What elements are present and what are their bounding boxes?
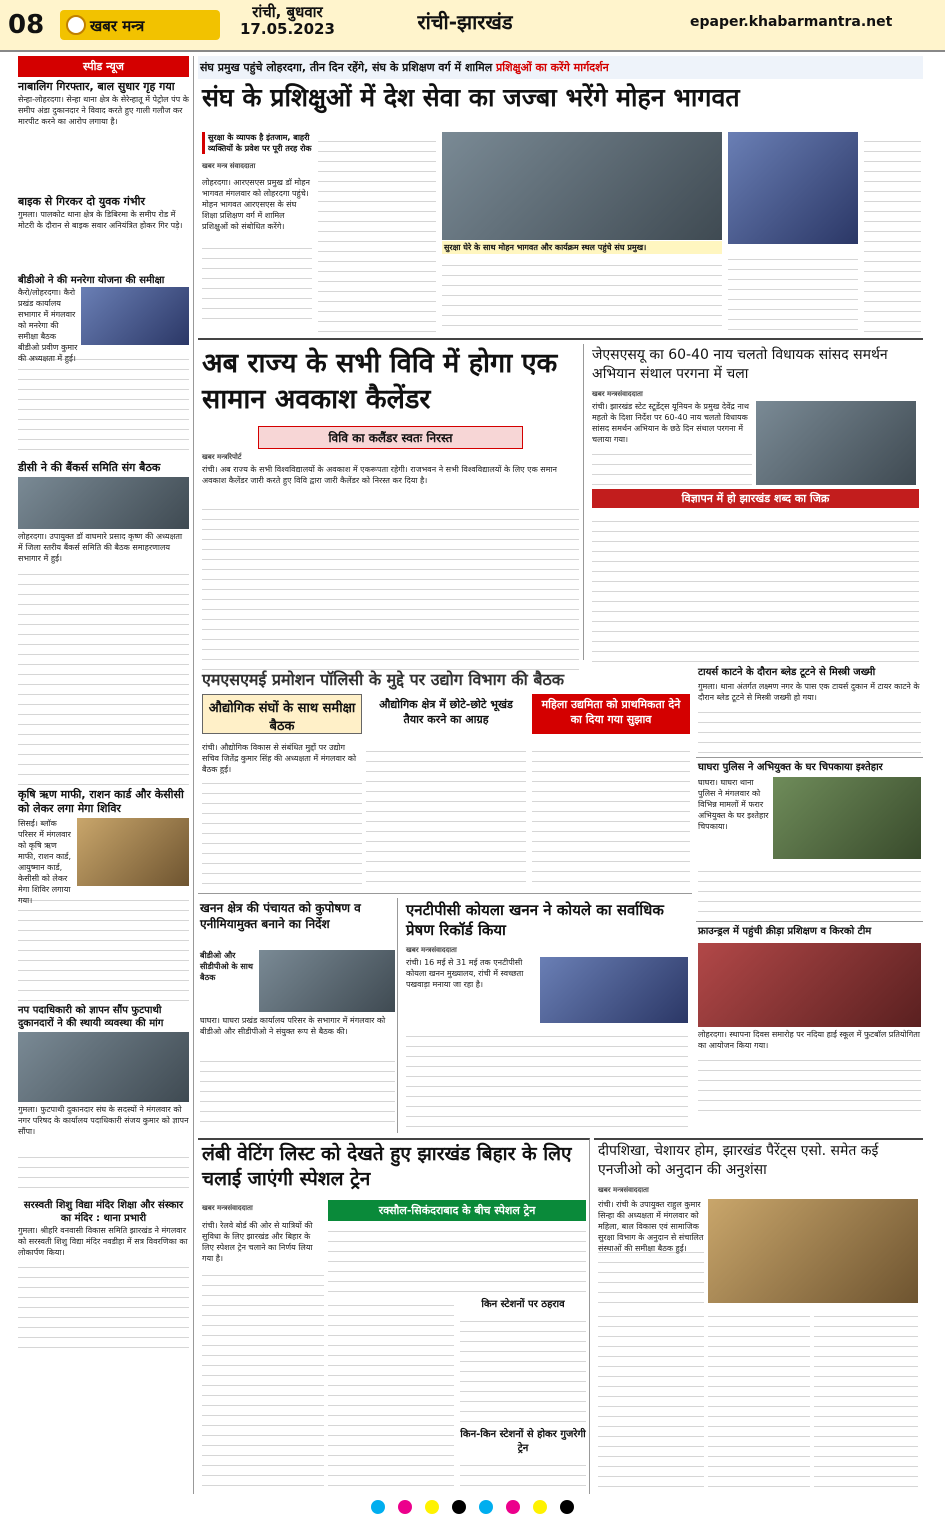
train-body-col1 [202, 1266, 324, 1490]
ngo-headline: दीपशिखा, चेशायर होम, झारखंड पैरेंट्स एसो. समेत कई एनजीओ को अनुदान की अनुशंसा [598, 1143, 879, 1178]
left-story-1 [18, 77, 193, 192]
train-body-col2 [328, 1296, 454, 1490]
story-title: डीसी ने की बैंकर्स समिति संग बैठक [18, 461, 161, 474]
top-body-col5 [864, 132, 921, 332]
jssu-body-more [592, 512, 919, 668]
top-body: लोहरदगा। आरएसएस प्रमुख डॉ मोहन भागवत मंगलवार को लोहरदगा पहुंचे। मोहन भागवत आरएसएस के संघ शिक्षा प्रशिक्षण वर्ग में शामिल प्रशिक्षुओं को संबोधित करेंगे। [202, 178, 310, 231]
train-story [198, 1138, 590, 1494]
ngo-body-col2 [708, 1307, 810, 1491]
ntpc-body-continued [406, 1027, 688, 1127]
registration-dot [533, 1500, 547, 1514]
dateline [240, 4, 335, 38]
page-header [0, 0, 945, 52]
city-day: रांची, बुधवार [252, 3, 323, 21]
police-photo [773, 777, 921, 859]
top-sidebar [202, 132, 312, 332]
tyres-body-continued [698, 703, 921, 757]
police-body-continued [698, 862, 921, 918]
ngo-story [594, 1138, 923, 1494]
jssu-subhead: विज्ञापन में हो झारखंड शब्द का जिक्र [592, 489, 919, 508]
top-story [198, 56, 923, 340]
ntpc-story [402, 898, 692, 1133]
story-title: बाइक से गिरकर दो युवक गंभीर [18, 195, 145, 208]
brand-name: खबर मन्त्र [90, 17, 145, 35]
jssu-photo [756, 401, 916, 485]
kicker-text: संघ प्रमुख पहुंचे लोहरदगा, तीन दिन रहेंगे, संघ के प्रशिक्षण वर्ग में शामिल [200, 61, 493, 74]
left-story-7 [18, 1196, 193, 1348]
meeting-photo [81, 287, 189, 345]
story-body: लोहरदगा। उपायुक्त डॉ वाघमारे प्रसाद कृष्ण की अध्यक्षता में जिला स्तरीय बैंकर्स समिति की बैठक समाहरणालय सभागार में हुई। [18, 532, 183, 563]
msme-label-3: महिला उद्यमिता को प्राथमिकता देने का दिया गया सुझाव [532, 694, 690, 734]
calendar-body-continued [202, 500, 579, 678]
left-story-2 [18, 192, 193, 271]
registration-dot [398, 1500, 412, 1514]
story-title: सरस्वती शिशु विद्या मंदिर शिक्षा और संस्कार का मंदिर : थाना प्रभारी [23, 1200, 184, 1224]
sports-body-continued [698, 1051, 921, 1117]
msme-label-1: औद्योगिक संघों के साथ समीक्षा बैठक [202, 694, 362, 734]
registration-dot [452, 1500, 466, 1514]
ngo-body-col1 [598, 1307, 704, 1491]
top-body-col3 [442, 256, 722, 332]
story-body: सेन्हा-लोहरदगा। सेन्हा थाना क्षेत्र के सेरेन्हातू में पेट्रोल पंप के समीप अंडा दुकानदार ने विवाद करते हुए गाली गलौज कर मारपीट करने का आरोप लगाया है। [18, 95, 189, 126]
top-kicker [198, 56, 923, 79]
jssu-headline: जेएसएसयू का 60-40 नाय चलतो विधायक सांसद समर्थन अभियान संथाल परगना में चला [592, 347, 888, 382]
tyres-body: गुमला। थाना अंतर्गत लक्ष्मण नगर के पास एक टायर्स दुकान में टायर काटने के दौरान ब्लेड टूटने से मिस्त्री जख्मी हो गया। [698, 682, 920, 702]
left-story-5 [18, 785, 193, 1001]
train-subhead: रक्सौल-सिकंदराबाद के बीच स्पेशल ट्रेन [328, 1200, 586, 1221]
jssu-body-continued [592, 445, 752, 485]
msme-body-col2 [366, 742, 526, 890]
story-title: नप पदाधिकारी को ज्ञापन सौंप फुटपाथी दुकानदारों ने की स्थायी व्यवस्था की मांग [18, 1005, 164, 1029]
mining-headline: खनन क्षेत्र की पंचायत को कुपोषण व एनीमियामुक्त बनाने का निर्देश [200, 901, 361, 931]
registration-dot [560, 1500, 574, 1514]
section-title: रांची-झारखंड [417, 10, 513, 34]
byline: खबर मन्त्ररिपोर्ट [202, 453, 242, 461]
byline: खबर मन्त्रसंवाददाता [202, 1204, 253, 1212]
story-continuation [18, 565, 189, 785]
calendar-story [198, 344, 584, 660]
ntpc-body: रांची। 16 मई से 31 मई तक एनटीपीसी कोयला खनन मुख्यालय, रांची में स्वच्छता पखवाड़ा मनाया जा रहा है। [406, 958, 524, 989]
top-body-col4 [728, 250, 858, 332]
ntpc-headline: एनटीपीसी कोयला खनन ने कोयले का सर्वाधिक प्रेषण रिकॉर्ड किया [406, 901, 664, 939]
bhagwat-photo [442, 132, 722, 240]
sports-body: लोहरदगा। स्थापना दिवस समारोह पर नदिया हाई स्कूल में फुटबॉल प्रतियोगिता का आयोजन किया गया। [698, 1030, 920, 1050]
story-title: बीडीओ ने की मनरेगा योजना की समीक्षा [18, 275, 165, 286]
story-title: नाबालिग गिरफ्तार, बाल सुधार गृह गया [18, 80, 175, 93]
train-headline: लंबी वेटिंग लिस्ट को देखते हुए झारखंड बिहार के लिए चलाई जाएंगी स्पेशल ट्रेन [202, 1143, 572, 1190]
left-column [18, 56, 194, 1494]
top-body-continued [202, 239, 312, 319]
page-number: 08 [8, 10, 45, 40]
story-continuation [18, 350, 189, 458]
msme-body: रांची। औद्योगिक विकास से संबंधित मुद्दों पर उद्योग सचिव जितेंद्र कुमार सिंह की अध्यक्षता में मंगलवार को बैठक हुई। [202, 743, 357, 774]
tyres-title: टायर्स काटने के दौरान ब्लेड टूटने से मिस्त्री जख्मी [698, 667, 876, 678]
left-story-3 [18, 271, 193, 458]
train-subhead-body [328, 1222, 586, 1292]
story-continuation [18, 1258, 189, 1348]
msme-body-col3 [532, 742, 690, 890]
camp-photo [77, 818, 189, 886]
byline: खबर मन्त्रसंवाददाता [598, 1186, 649, 1194]
byline: खबर मन्त्र संवाददाता [202, 162, 256, 170]
mining-body: घाघरा। घाघरा प्रखंड कार्यालय परिसर के सभागार में मंगलवार को बीडीओ और सीडीपीओ ने संयुक्त रूप से बैठक की। [200, 1016, 386, 1036]
byline: खबर मन्त्रसंवाददाता [592, 390, 643, 398]
mining-story [198, 898, 398, 1133]
registration-dot [506, 1500, 520, 1514]
train-side-body-2 [460, 1456, 586, 1490]
left-story-6 [18, 1001, 193, 1196]
left-story-4 [18, 458, 193, 785]
train-side-title-2: किन-किन स्टेशनों से होकर गुजरेगी ट्रेन [460, 1429, 586, 1454]
ntpc-photo [540, 957, 688, 1023]
mining-body-continued [200, 1052, 395, 1126]
convoy-photo [728, 132, 858, 244]
byline: खबर मन्त्रसंवाददाता [406, 946, 457, 954]
calendar-headline: अब राज्य के सभी विवि में होगा एक सामान अवकाश कैलेंडर [202, 348, 558, 415]
mining-photo [259, 950, 395, 1012]
photo-caption: सुरक्षा घेरे के साथ मोहन भागवत और कार्यक्रम स्थल पहुंचे संघ प्रमुख। [442, 241, 722, 254]
issue-date: 17.05.2023 [240, 20, 335, 38]
msme-body-col1 [202, 774, 362, 890]
epaper-link[interactable]: epaper.khabarmantra.net [690, 14, 893, 30]
calendar-body: रांची। अब राज्य के सभी विश्वविद्यालयों के अवकाश में एकरूपता रहेगी। राजभवन ने सभी विश्वविद्यालयों के लिए एक समान अवकाश कैलेंडर जारी करते हुए विवि द्वारा जारी कैलेंडर को निरस्त कर दिया है। [202, 465, 557, 485]
registration-dot [479, 1500, 493, 1514]
sidebar-note: सुरक्षा के व्यापक है इंतजाम, बाहरी व्यक्तियों के प्रवेश पर पूरी तरह रोक [202, 132, 312, 154]
vendors-photo [18, 1032, 189, 1102]
story-continuation [18, 891, 189, 1001]
top-body-col2 [318, 132, 436, 332]
ngo-body-col3 [814, 1307, 918, 1491]
story-body: सिसई। ब्लॉक परिसर में मंगलवार को कृषि ऋण माफी, राशन कार्ड, आयुष्मान कार्ड, केसीसी को लेकर मेगा शिविर लगाया गया। [18, 819, 71, 905]
right-lower-column [696, 664, 923, 1134]
football-team-photo [698, 943, 921, 1027]
msme-label-2: औद्योगिक क्षेत्र में छोटे-छोटे भूखंड तैयार करने का आग्रह [379, 698, 513, 726]
logo-icon [66, 15, 86, 35]
brand-logo[interactable] [60, 10, 220, 40]
police-title: घाघरा पुलिस ने अभियुक्त के घर चिपकाया इश्तेहार [696, 757, 923, 777]
jssu-body: रांची। झारखंड स्टेट स्टूडेंट्स यूनियन के प्रमुख देवेंद्र नाथ महतो के दिशा निर्देश पर 60-40 नाय चलतो विधायक सांसद समर्थन अभियान के छठे दिन संथाल परगना में चलाया गया। [592, 402, 749, 444]
story-body: गुमला। श्रीहरि वनवासी विकास समिति झारखंड ने मंगलवार को सरस्वती शिशु विद्या मंदिर नवडीहा में सत्र विवरणिका का लोकार्पण किया। [18, 1226, 188, 1257]
bankers-meeting-photo [18, 477, 189, 529]
ngo-body: रांची। रांची के उपायुक्त राहुल कुमार सिन्हा की अध्यक्षता में मंगलवार को महिला, बाल विकास एवं सामाजिक सुरक्षा विभाग के अनुदान से संचालित संस्थाओं की समीक्षा बैठक हुई। [598, 1200, 704, 1253]
top-headline: संघ के प्रशिक्षुओं में देश सेवा का जज्बा भरेंगे मोहन भागवत [202, 83, 740, 112]
ngo-meeting-photo [708, 1199, 918, 1303]
story-body: गुमला। फुटपाथी दुकानदार संघ के सदस्यों ने मंगलवार को नगर परिषद के कार्यालय पदाधिकारी संजय कुमार को ज्ञापन सौंपा। [18, 1105, 189, 1136]
registration-dot [425, 1500, 439, 1514]
police-body: घाघरा। घाघरा थाना पुलिस ने मंगलवार को विभिन्न मामलों में फरार अभियुक्त के घर इश्तेहार चिपकाया। [698, 778, 769, 831]
train-side-title-1: किन स्टेशनों पर ठहराव [481, 1299, 565, 1310]
story-body: कैरो/लोहरदगा। कैरो प्रखंड कार्यालय सभागार में मंगलवार को मनरेगा की समीक्षा बैठक बीडीओ प्रवीण कुमार की अध्यक्षता में हुई। [18, 288, 78, 363]
story-title: कृषि ऋण माफी, राशन कार्ड और केसीसी को लेकर लगा मेगा शिविर [18, 788, 184, 815]
print-registration-bar [0, 1497, 945, 1517]
msme-banner: एमएसएमई प्रमोशन पॉलिसी के मुद्दे पर उद्योग विभाग की बैठक [202, 670, 565, 689]
mining-caption: बीडीओ और सीडीपीओ के साथ बैठक [200, 951, 253, 982]
sports-title: फ्राउन्ड्रल में पहुंची क्रीड़ा प्रशिक्षण व किरको टीम [696, 921, 923, 941]
speed-news-label: स्पीड न्यूज [18, 56, 189, 77]
train-side-body-1 [460, 1312, 586, 1422]
jssu-story [588, 344, 923, 660]
msme-story [198, 664, 692, 894]
calendar-subhead: विवि का कलैंडर स्वतः निरस्त [258, 426, 523, 449]
train-body: रांची। रेलवे बोर्ड की ओर से यात्रियों की सुविधा के लिए झारखंड और बिहार के लिए स्पेशल ट्रेन चलाने का निर्णय लिया गया है। [202, 1221, 313, 1263]
story-continuation [18, 1148, 189, 1196]
story-body: गुमला। पालकोट थाना क्षेत्र के डिबिरमा के समीप रोड में मोटरी के दौरान से बाइक सवार अनियंत्रित होकर गिर पड़े। [18, 210, 183, 230]
registration-dot [371, 1500, 385, 1514]
kicker-highlight: प्रशिक्षुओं का करेंगे मार्गदर्शन [496, 61, 609, 74]
